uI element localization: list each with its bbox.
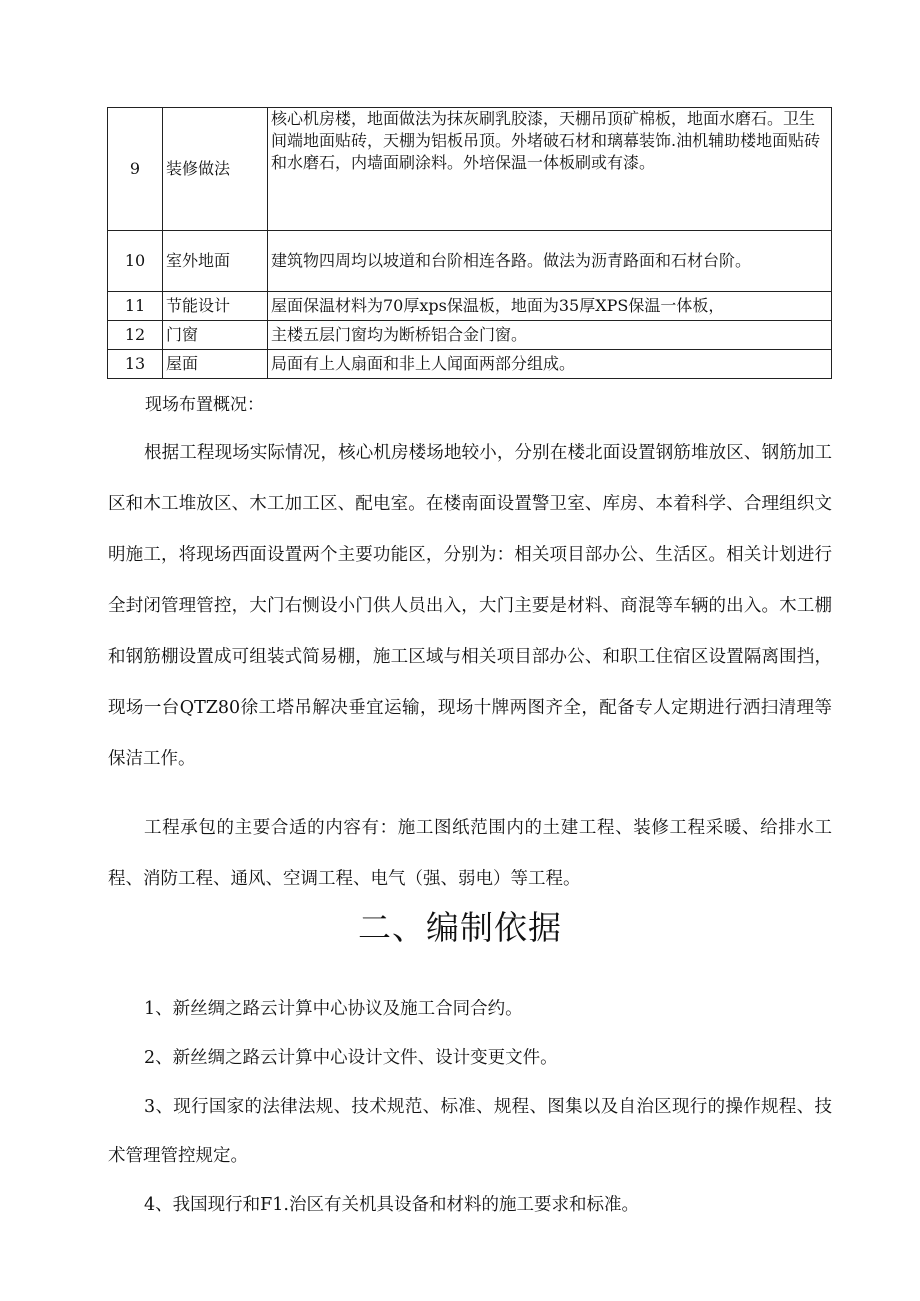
- table-row: [108, 350, 832, 379]
- list-item: 4、我国现行和F1.治区有关机具设备和材料的施工要求和标准。: [144, 1195, 639, 1215]
- site-layout-paragraph: 根据工程现场实际情况，核心机房楼场地较小，分别在楼北面设置钢筋堆放区、钢筋加工区和木工堆放区、木工加工区、配电室。在楼南面设置警卫室、库房、本着科学、合理组织文明施工，将现场西面设置两个主要功能区，分别为：相关项目部办公、生活区。相关计划进行全封闭管理管控，大门右恻设小门供人员出入，大门主要是材料、商混等车辆的出入。木工棚和钢筋棚设置成可组装式简易棚，施工区域与相关项目部办公、和职工住宿区设置隔离围挡，现场一台QTZ80徐工塔吊解决垂宜运输，现场十牌两图齐全，配备专人定期进行洒扫清理等保洁工作。: [108, 443, 832, 769]
- list-item: 2、新丝绸之路云计算中心设计文件、设计变更文件。: [144, 1048, 558, 1068]
- row-description: 局面有上人扇面和非上人闻面两部分组成。: [268, 350, 832, 379]
- row-item: 门窗: [163, 321, 268, 350]
- row-item: 室外地面: [163, 231, 268, 292]
- list-item: 3、现行国家的法律法规、技术规范、标准、规程、图集以及自治区现行的操作规程、技术管理管控规定。: [108, 1097, 832, 1166]
- table-row: [108, 292, 832, 321]
- row-number: 10: [108, 231, 163, 292]
- row-number: 13: [108, 350, 163, 379]
- row-number: 9: [108, 108, 163, 231]
- table-row: [108, 108, 832, 231]
- row-item: 节能设计: [163, 292, 268, 321]
- row-number: 11: [108, 292, 163, 321]
- row-item: 屋面: [163, 350, 268, 379]
- row-description: 建筑物四周均以坡道和台阶相连各路。做法为沥青路面和石材台阶。: [268, 231, 832, 292]
- row-description: 核心机房楼，地面做法为抹灰刷乳胶漆，天棚吊顶矿棉板，地面水磨石。卫生间端地面贴砖，天棚为铝板吊顶。外堵破石材和璃幕装饰.油机辅助楼地面贴砖和水磨石，内墙面刷涂料。外培保温一体板刷或有漆。: [268, 108, 832, 231]
- table-row: [108, 321, 832, 350]
- site-layout-heading: 现场布置概况：: [145, 395, 264, 415]
- row-description: 屋面保温材料为70厚xps保温板，地面为35厚XPS保温一体板，: [268, 292, 832, 321]
- row-number: 12: [108, 321, 163, 350]
- row-description: 主楼五层门窗均为断桥铝合金门窗。: [268, 321, 832, 350]
- row-item: 装修做法: [163, 108, 268, 231]
- basis-list: [108, 985, 832, 1230]
- list-item: 1、新丝绸之路云计算中心协议及施工合同合约。: [144, 999, 523, 1019]
- section-title: 二、编制依据: [358, 908, 562, 947]
- contract-scope-paragraph: 工程承包的主要合适的内容有：施工图纸范围内的土建工程、装修工程采暖、给排水工程、消防工程、通风、空调工程、电气（强、弱电）等工程。: [108, 818, 832, 889]
- project-overview-table: [107, 107, 832, 379]
- table-row: [108, 231, 832, 292]
